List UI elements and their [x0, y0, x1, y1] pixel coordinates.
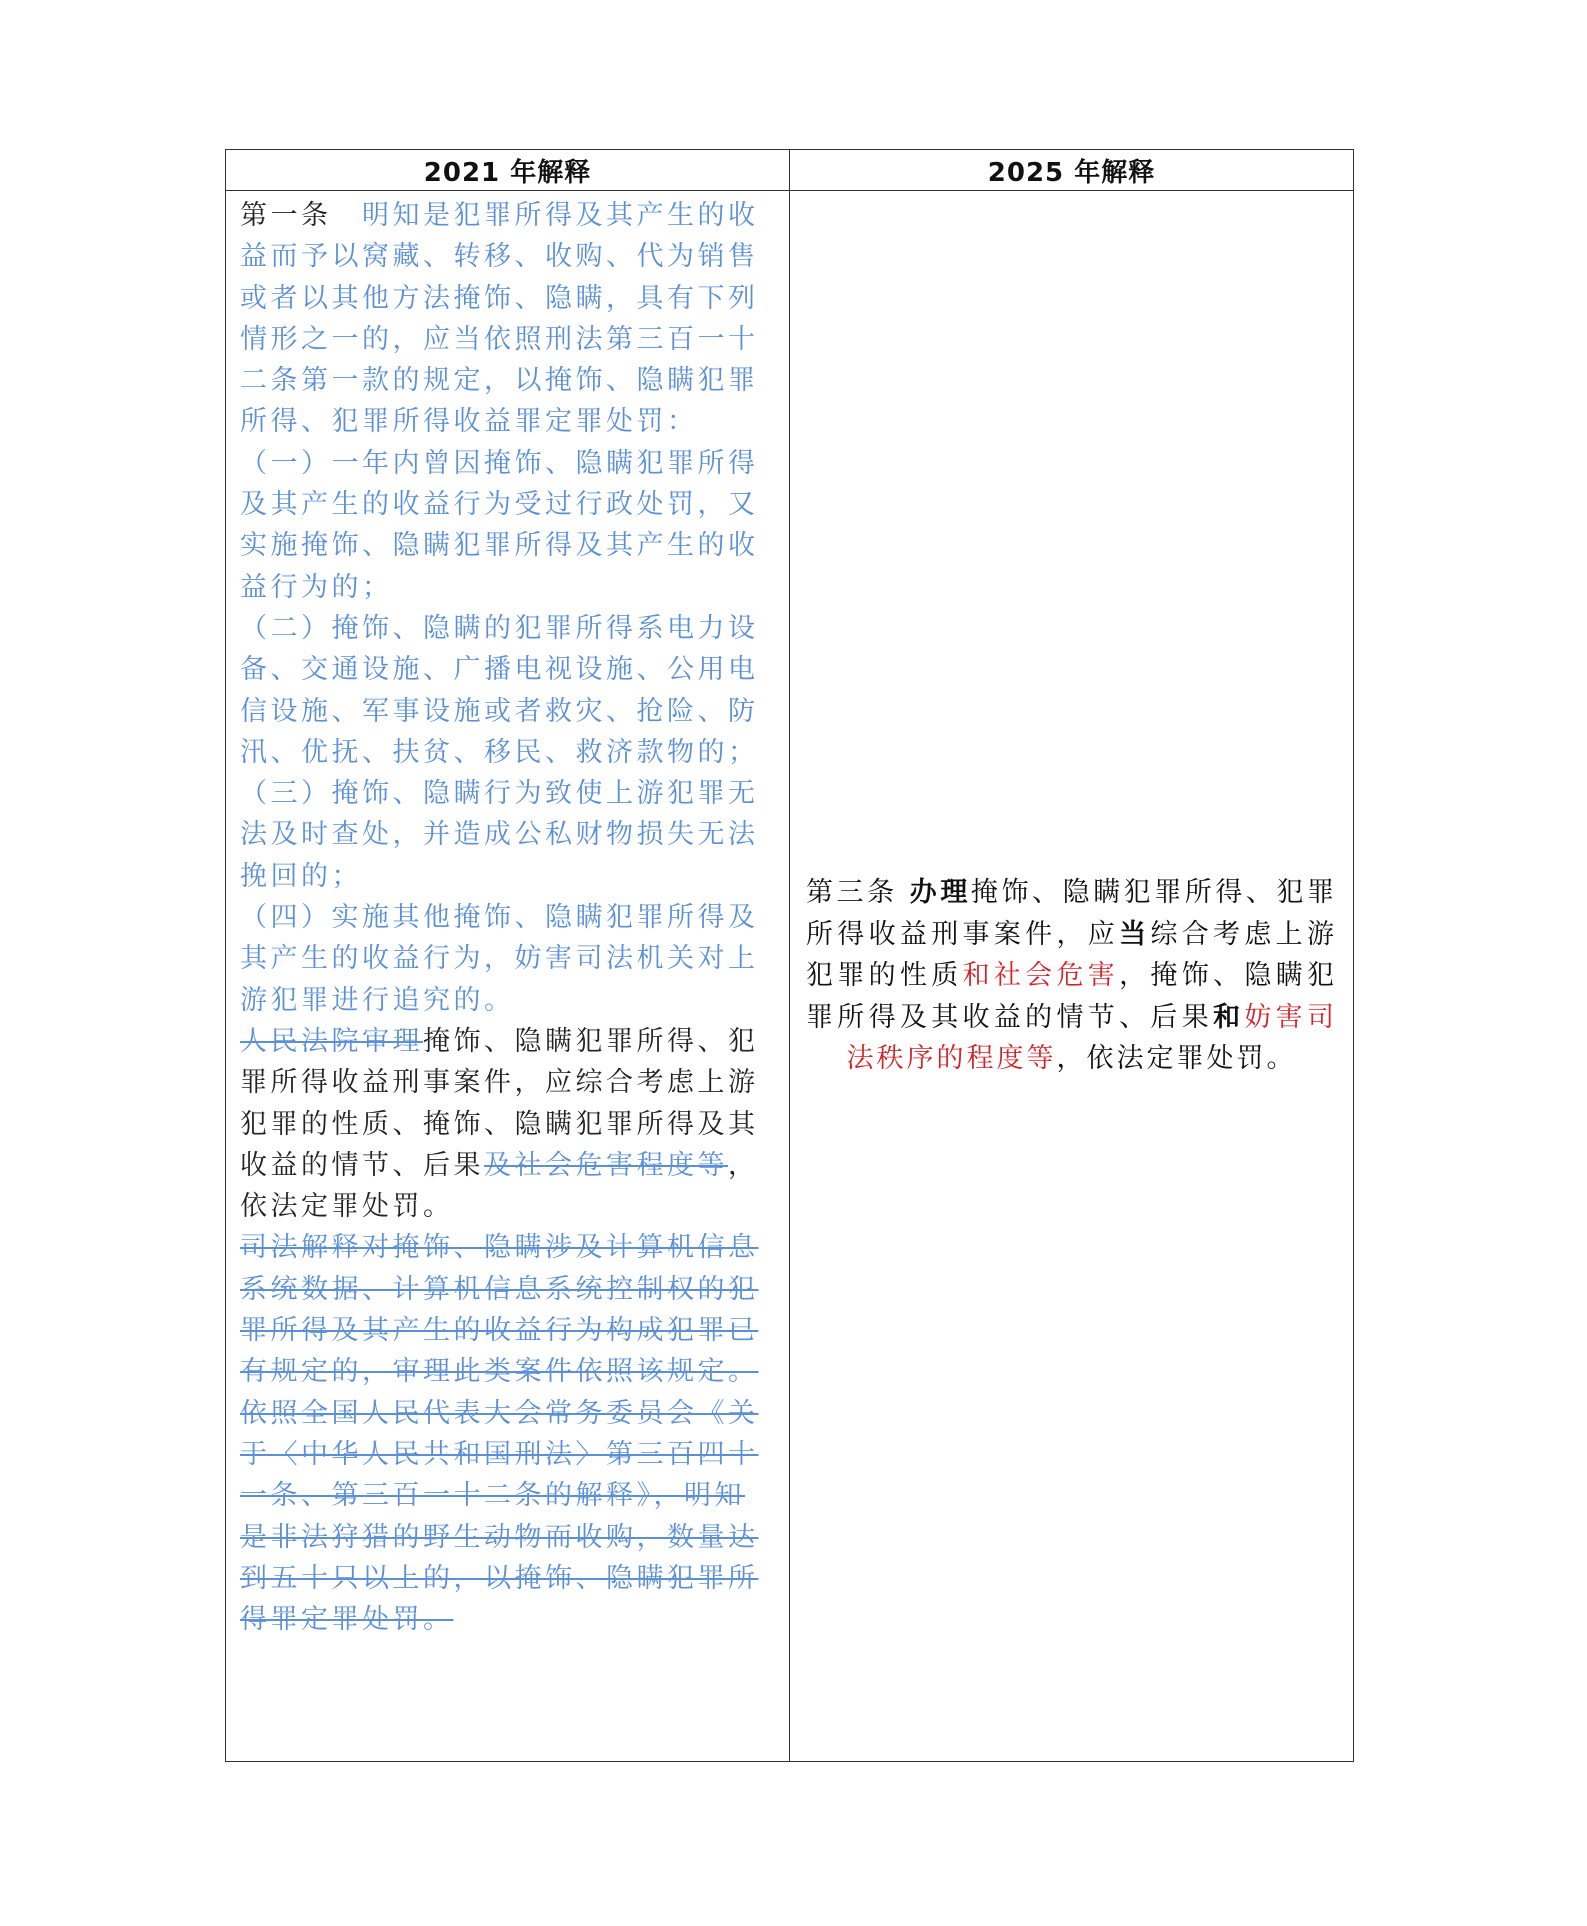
- article-3-text-a: 掩饰、隐瞒犯罪所得、犯罪所得收益刑事案件，应: [806, 877, 1337, 950]
- added-and-word: 和: [1213, 1001, 1245, 1033]
- deleted-paragraph-4: 依照全国人民代表大会常务委员会《关于〈中华人民共和国刑法〉第三百四十一条、第三百一十二条的解释》，明知是非法狩猎的野生动物而收购，数量达到五十只以上的，以掩饰、隐瞒犯罪所得罪定罪处罚。: [240, 1397, 759, 1636]
- paragraph-2-main: 掩饰、隐瞒犯罪所得、犯罪所得收益刑事案件，应综合考虑上游犯罪的性质、掩饰、隐瞒犯罪所得及其收益的情节、后果: [240, 1025, 759, 1181]
- comparison-table: [225, 149, 1354, 1762]
- article-1-label: 第一条: [240, 200, 362, 231]
- content-row: [226, 191, 1354, 1762]
- article-3-2025: [790, 872, 1353, 1080]
- header-row: [226, 150, 1354, 191]
- text-2021: [226, 191, 789, 1640]
- header-2021: 2021 年解释: [226, 150, 790, 191]
- item-2: （二）掩饰、隐瞒的犯罪所得系电力设备、交通设施、广播电视设施、公用电信设施、军事设施或者救灾、抢险、防汛、优抚、扶贫、移民、救济款物的；: [240, 612, 759, 768]
- article-1: [240, 195, 769, 443]
- header-2025: 2025 年解释: [790, 150, 1354, 191]
- cell-2021: [226, 191, 790, 1762]
- article-1-body: 明知是犯罪所得及其产生的收益而予以窝藏、转移、收购、代为销售或者以其他方法掩饰、隐瞒，具有下列情形之一的，应当依照刑法第三百一十二条第一款的规定，以掩饰、隐瞒犯罪所得、犯罪所得收益罪定罪处罚：: [240, 200, 759, 438]
- deleted-harm-phrase: 及社会危害程度等: [484, 1149, 728, 1181]
- item-4: （四）实施其他掩饰、隐瞒犯罪所得及其产生的收益行为，妨害司法机关对上游犯罪进行追究的。: [240, 902, 759, 1016]
- item-1: （一）一年内曾因掩饰、隐瞒犯罪所得及其产生的收益行为受过行政处罚，又实施掩饰、隐瞒犯罪所得及其产生的收益行为的；: [240, 447, 759, 603]
- cell-2025: [790, 191, 1354, 1762]
- paragraph-2-end: ，依法定罪处罚。: [240, 1149, 759, 1223]
- article-3-text-d: ，依法定罪处罚。: [1056, 1043, 1297, 1075]
- article-3-text-b: 综合考虑上游犯罪的性质: [806, 918, 1337, 992]
- item-3: （三）掩饰、隐瞒行为致使上游犯罪无法及时查处，并造成公私财物损失无法挽回的；: [240, 778, 759, 892]
- deleted-paragraph-3: 司法解释对掩饰、隐瞒涉及计算机信息系统数据、计算机信息系统控制权的犯罪所得及其产生的收益行为构成犯罪已有规定的，审理此类案件依照该规定。: [240, 1232, 759, 1388]
- paragraph-2: [240, 1021, 769, 1227]
- added-judicial-order: 妨害司法秩序的程度等: [846, 1001, 1337, 1075]
- added-dang-word: 当: [1119, 918, 1151, 950]
- added-handle-word: 办理: [909, 877, 971, 909]
- article-3-text-c: ，掩饰、隐瞒犯罪所得及其收益的情节、后果: [806, 960, 1337, 1033]
- deleted-court-phrase: 人民法院审理: [240, 1025, 423, 1057]
- article-3-label: 第三条: [806, 877, 910, 909]
- added-social-harm: 和社会危害: [962, 960, 1120, 992]
